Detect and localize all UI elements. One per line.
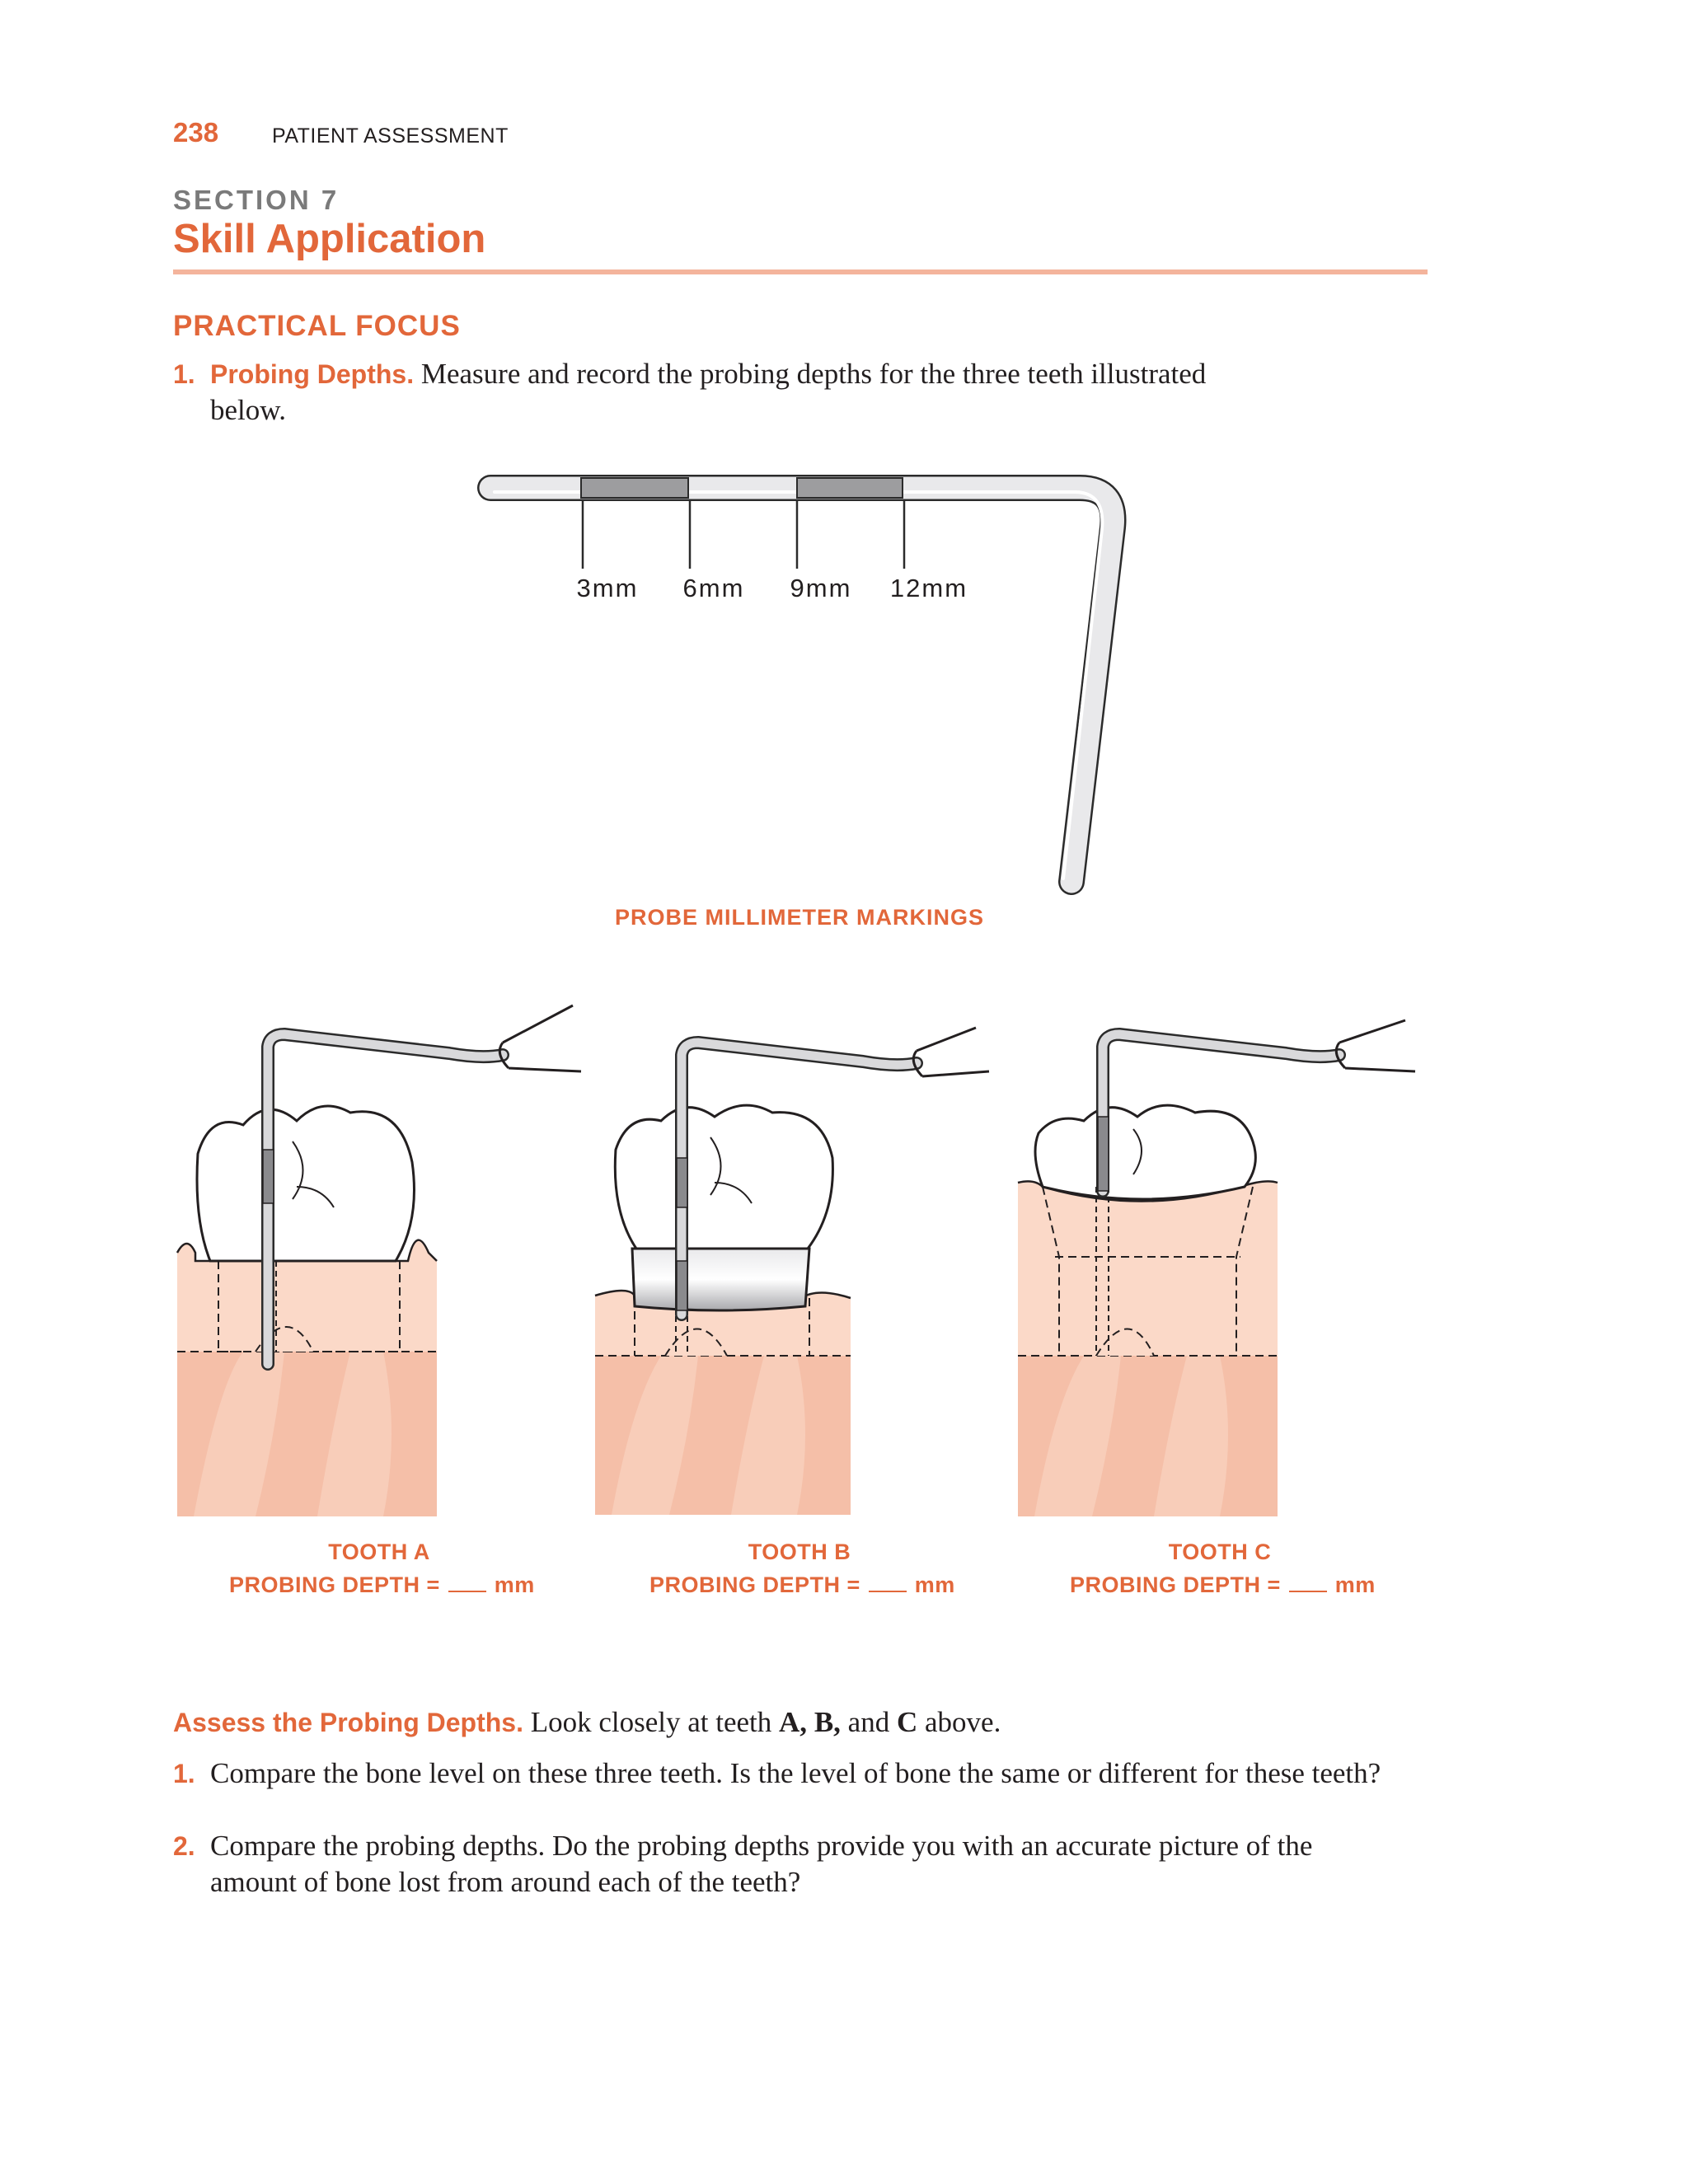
running-head: PATIENT ASSESSMENT [272,124,509,148]
probe-marking-label: 3mm [576,574,639,602]
unit-label: mm [914,1572,955,1597]
probe-illustration [0,0,1688,923]
probing-depth-label: PROBING DEPTH = [649,1572,860,1597]
assess-item-1 [173,1755,1405,1792]
tooth-a-depth [229,1572,535,1598]
probing-depth-label: PROBING DEPTH = [1070,1572,1281,1597]
item-text: Compare the probing depths. Do the probing depths provide you with an accurate picture of the amount of bone lost from around each of the teeth? [210,1830,1313,1898]
probe-marking-label: 9mm [790,574,852,602]
tooth-a-label: TOOTH A [328,1540,430,1564]
unit-label: mm [1334,1572,1376,1597]
probing-depth-label: PROBING DEPTH = [229,1572,440,1597]
section-title: Skill Application [173,217,486,261]
practical-focus-heading: PRACTICAL FOCUS [173,310,461,342]
tooth-b-label: TOOTH B [748,1540,851,1564]
section-label: SECTION 7 [173,185,340,215]
probe-caption: PROBE MILLIMETER MARKINGS [615,905,984,930]
question-number: 1. [173,359,195,389]
question-text: Measure and record the probing depths for the three teeth illustrated below. [210,358,1207,426]
assess-paragraph: Assess the Probing Depths. Look closely at teeth A, B, and C above. [173,1706,1001,1738]
assess-lead: Assess the Probing Depths. [173,1708,523,1737]
tooth-b-depth [649,1572,955,1598]
tooth-c-depth [1070,1572,1376,1598]
probe-marking-label: 6mm [682,574,745,602]
answer-blank[interactable] [869,1574,907,1592]
item-text: Compare the bone level on these three teeth. Is the level of bone the same or different for these teeth? [210,1757,1381,1789]
tooth-c-diagram [1018,1020,1415,1516]
unit-label: mm [494,1572,535,1597]
assess-item-2 [173,1828,1405,1900]
answer-blank[interactable] [448,1574,486,1592]
probe-marking-leaders [583,499,904,569]
item-number: 1. [173,1759,195,1788]
page-number: 238 [173,117,219,148]
probe-marking-label: 12mm [889,574,968,602]
tooth-diagrams [0,989,1688,1525]
tooth-c-label: TOOTH C [1168,1540,1272,1564]
item-number: 2. [173,1831,195,1861]
answer-blank[interactable] [1289,1574,1327,1592]
tooth-a-diagram [177,1005,581,1516]
probe-shaft [490,478,1114,882]
tooth-b-diagram [595,1028,989,1515]
question-lead: Probing Depths. [210,359,415,389]
